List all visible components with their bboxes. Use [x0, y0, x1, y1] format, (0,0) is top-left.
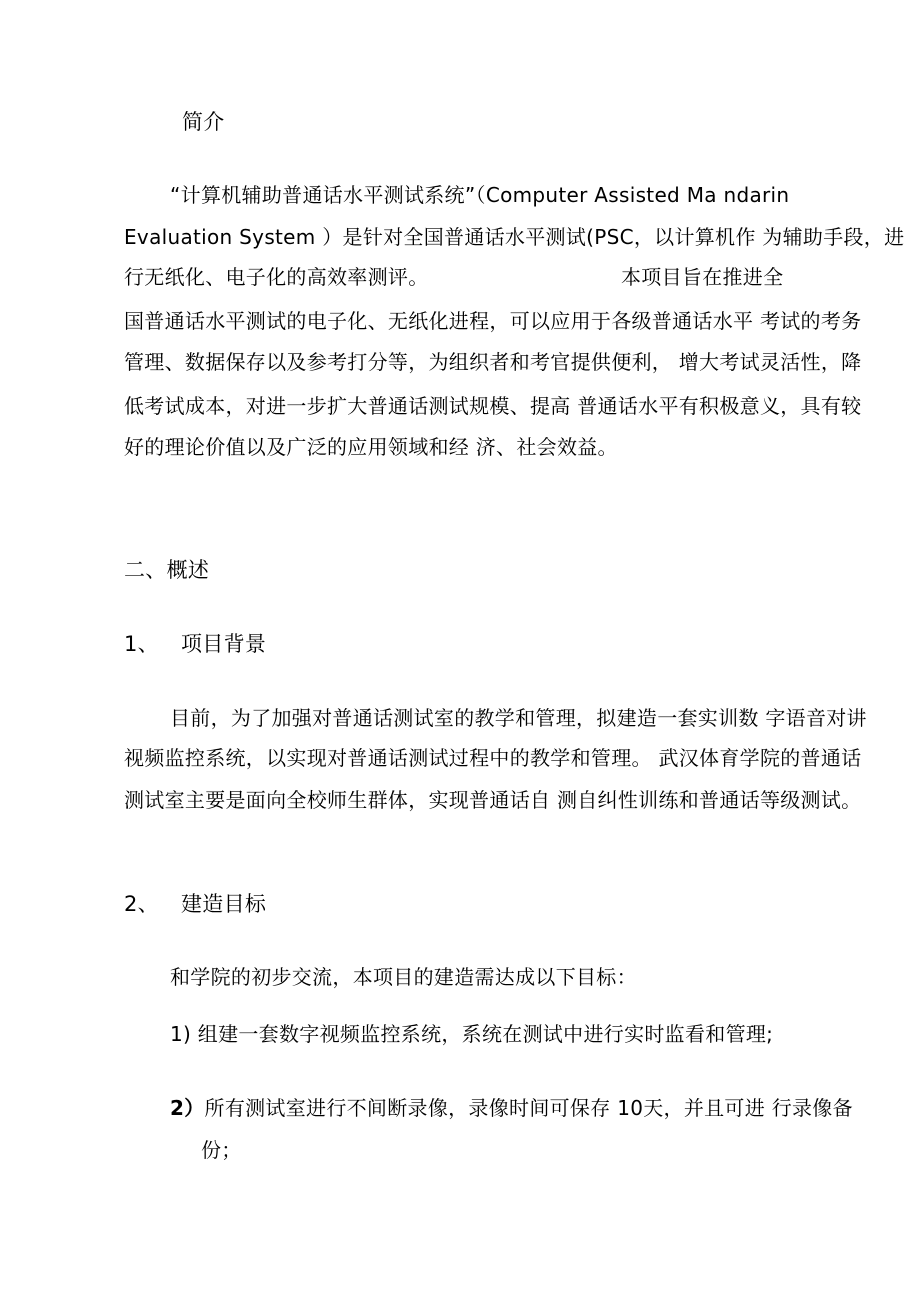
subsection-goal-number: 2、: [124, 892, 159, 916]
goal-item-2-text: 所有测试室进行不间断录像，录像时间可保存 10天，并且可进 行录像备: [204, 1096, 853, 1120]
intro-paragraph-line-2: [124, 223, 904, 251]
intro-paragraph-line-7: 好的理论价值以及广泛的应用领域和经 济、社会效益。: [124, 435, 618, 459]
subsection-background-title: 项目背景: [180, 632, 267, 656]
subsection-goal: [124, 890, 266, 918]
subsection-background-number: 1、: [124, 632, 159, 656]
intro-paragraph-line-3b: 本项目旨在推进全: [621, 265, 784, 289]
intro-paragraph-line-6: 低考试成本，对进一步扩大普通话测试规模、提高 普通话水平有积极意义，具有较: [124, 394, 862, 418]
subsection-goal-title: 建造目标: [180, 892, 267, 916]
goal-intro-line: 和学院的初步交流，本项目的建造需达成以下目标：: [170, 965, 637, 989]
intro-line-2-text: Evaluation System ）是针对全国普通话水平测试(PSC，以计算机作 为辅助手段，进: [124, 225, 905, 249]
goal-item-2-continuation: 份；: [201, 1138, 242, 1162]
intro-paragraph-line-4: 国普通话水平测试的电子化、无纸化进程，可以应用于各级普通话水平 考试的考务: [124, 309, 862, 333]
intro-paragraph-line-5: 管理、数据保存以及参考打分等，为组织者和考官提供便利， 增大考试灵活性，降: [124, 350, 862, 374]
goal-item-2: [170, 1094, 853, 1122]
goal-item-2-number: 2）: [170, 1096, 205, 1120]
intro-paragraph-line-3a: 行无纸化、电子化的高效率测评。: [124, 265, 429, 289]
background-paragraph-line-2: 视频监控系统，以实现对普通话测试过程中的教学和管理。 武汉体育学院的普通话: [124, 746, 862, 770]
section-title-overview: 二、概述: [124, 558, 210, 582]
background-paragraph-line-3: 测试室主要是面向全校师生群体，实现普通话自 测自纠性训练和普通话等级测试。: [124, 788, 862, 812]
background-paragraph-line-1: 目前，为了加强对普通话测试室的教学和管理，拟建造一套实训数 字语音对讲: [170, 706, 867, 730]
section-title-intro: 简介: [182, 110, 225, 134]
intro-line-1-text: “计算机辅助普通话水平测试系统”（Computer Assisted Ma ndarin: [170, 183, 790, 207]
intro-paragraph-line-1: [170, 181, 789, 209]
goal-item-1: 1) 组建一套数字视频监控系统，系统在测试中进行实时监看和管理;: [170, 1022, 774, 1046]
subsection-background: [124, 630, 266, 658]
